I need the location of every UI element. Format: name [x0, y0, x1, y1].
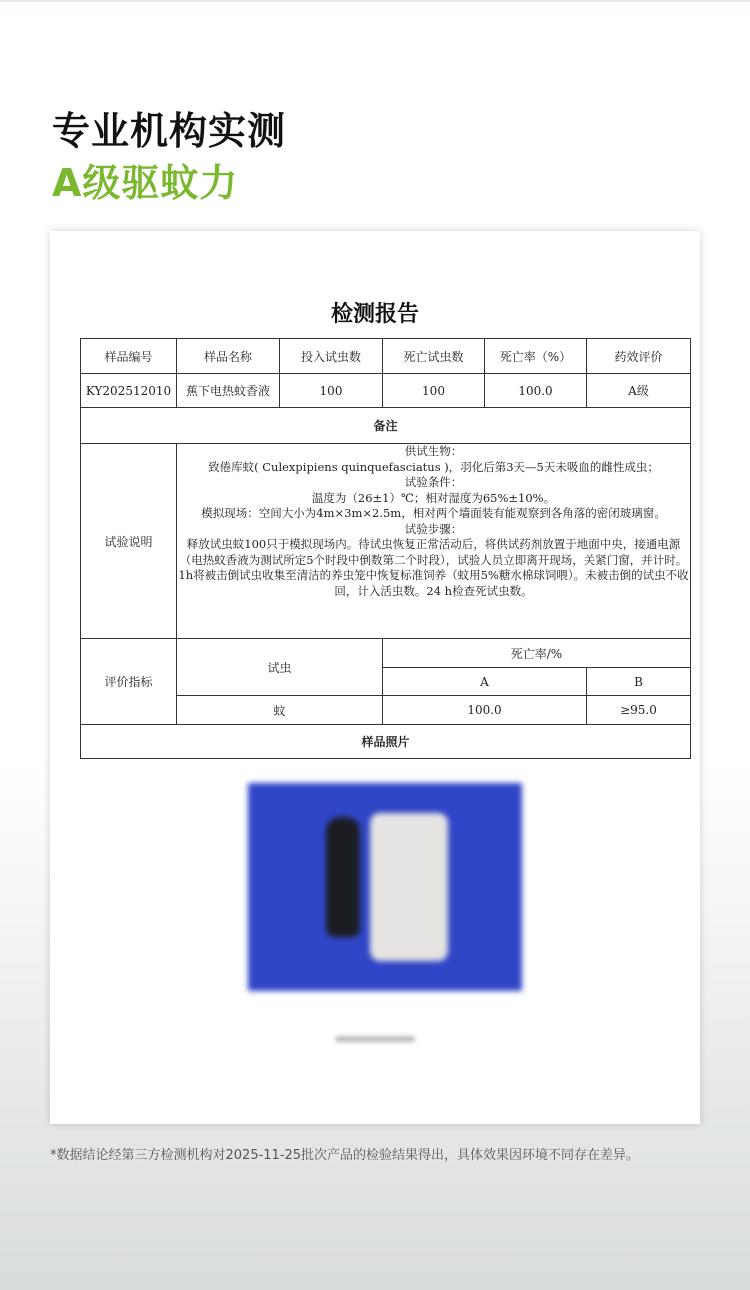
column-header: 死亡率（%）	[485, 339, 587, 374]
notes-row	[81, 408, 691, 444]
sample-id-cell: KY202512010	[81, 374, 177, 408]
mortality-cell: 100.0	[485, 374, 587, 408]
sample-photo-row	[81, 725, 691, 759]
insects-dead-cell: 100	[383, 374, 485, 408]
column-header: 药效评价	[587, 339, 691, 374]
page-subtitle: A级驱蚊力	[52, 161, 239, 205]
column-header: 样品名称	[177, 339, 280, 374]
test-description-row	[81, 444, 691, 639]
grade-b-header: B	[587, 668, 691, 696]
refill-bottle-image	[326, 817, 360, 937]
test-insect-cell: 蚊	[177, 696, 383, 725]
desc-line: 致倦库蚊( Culexpipiens quinquefasciatus )，羽化后第3天—5天未吸血的雌性成虫；	[208, 459, 659, 474]
heater-device-image	[370, 813, 448, 961]
page-title: 专业机构实测	[52, 109, 287, 153]
desc-line: 试验条件：	[404, 475, 463, 489]
desc-line: 温度为（26±1）℃；相对湿度为65%±10%。	[311, 490, 556, 505]
report-table	[80, 338, 691, 759]
test-description-text	[177, 444, 691, 639]
grade-a-value: 100.0	[383, 696, 587, 725]
table-header-row	[81, 339, 691, 374]
top-divider	[0, 0, 750, 2]
evaluation-row	[81, 639, 691, 668]
column-header: 样品编号	[81, 339, 177, 374]
mortality-header: 死亡率/%	[383, 639, 691, 668]
sample-photo-label: 样品照片	[81, 725, 691, 759]
footnote: *数据结论经第三方检测机构对2025-11-25批次产品的检验结果得出，具体效果因环境不同存在差异。	[50, 1148, 640, 1163]
column-header: 死亡试虫数	[383, 339, 485, 374]
sample-name-cell: 蕉下电热蚊香液	[177, 374, 280, 408]
grade-a-header: A	[383, 668, 587, 696]
desc-line: 模拟现场：空间大小为4m×3m×2.5m，相对两个墙面装有能观察到各角落的密闭玻璃窗。	[201, 506, 666, 520]
column-header: 投入试虫数	[280, 339, 383, 374]
test-insect-header: 试虫	[177, 639, 383, 696]
evaluation-label: 评价指标	[81, 639, 177, 725]
table-row	[81, 374, 691, 408]
blurred-caption	[335, 1036, 415, 1042]
efficacy-grade-cell: A级	[587, 374, 691, 408]
desc-line: 释放试虫蚊100只于模拟现场内。待试虫恢复正常活动后，将供试药剂放置于地面中央，接通电源（电热蚊香液为测试所定5个时段中倒数第二个时段），试验人员立即离开现场，关紧门窗，并计时。1h将被击倒试虫收集至清洁的养虫笼中恢复标准饲养（蚊用5%糖水棉球饲喂）。未被击倒的试虫不收回，计入活虫数。24 h检查死试虫数。	[178, 537, 689, 598]
test-description-label: 试验说明	[81, 444, 177, 639]
report-document	[50, 231, 700, 1124]
notes-label: 备注	[81, 408, 691, 444]
report-title: 检测报告	[330, 301, 419, 327]
desc-line: 供试生物：	[404, 444, 463, 458]
desc-line: 试验步骤：	[404, 521, 463, 536]
grade-b-value: ≥95.0	[587, 696, 691, 725]
insects-input-cell: 100	[280, 374, 383, 408]
